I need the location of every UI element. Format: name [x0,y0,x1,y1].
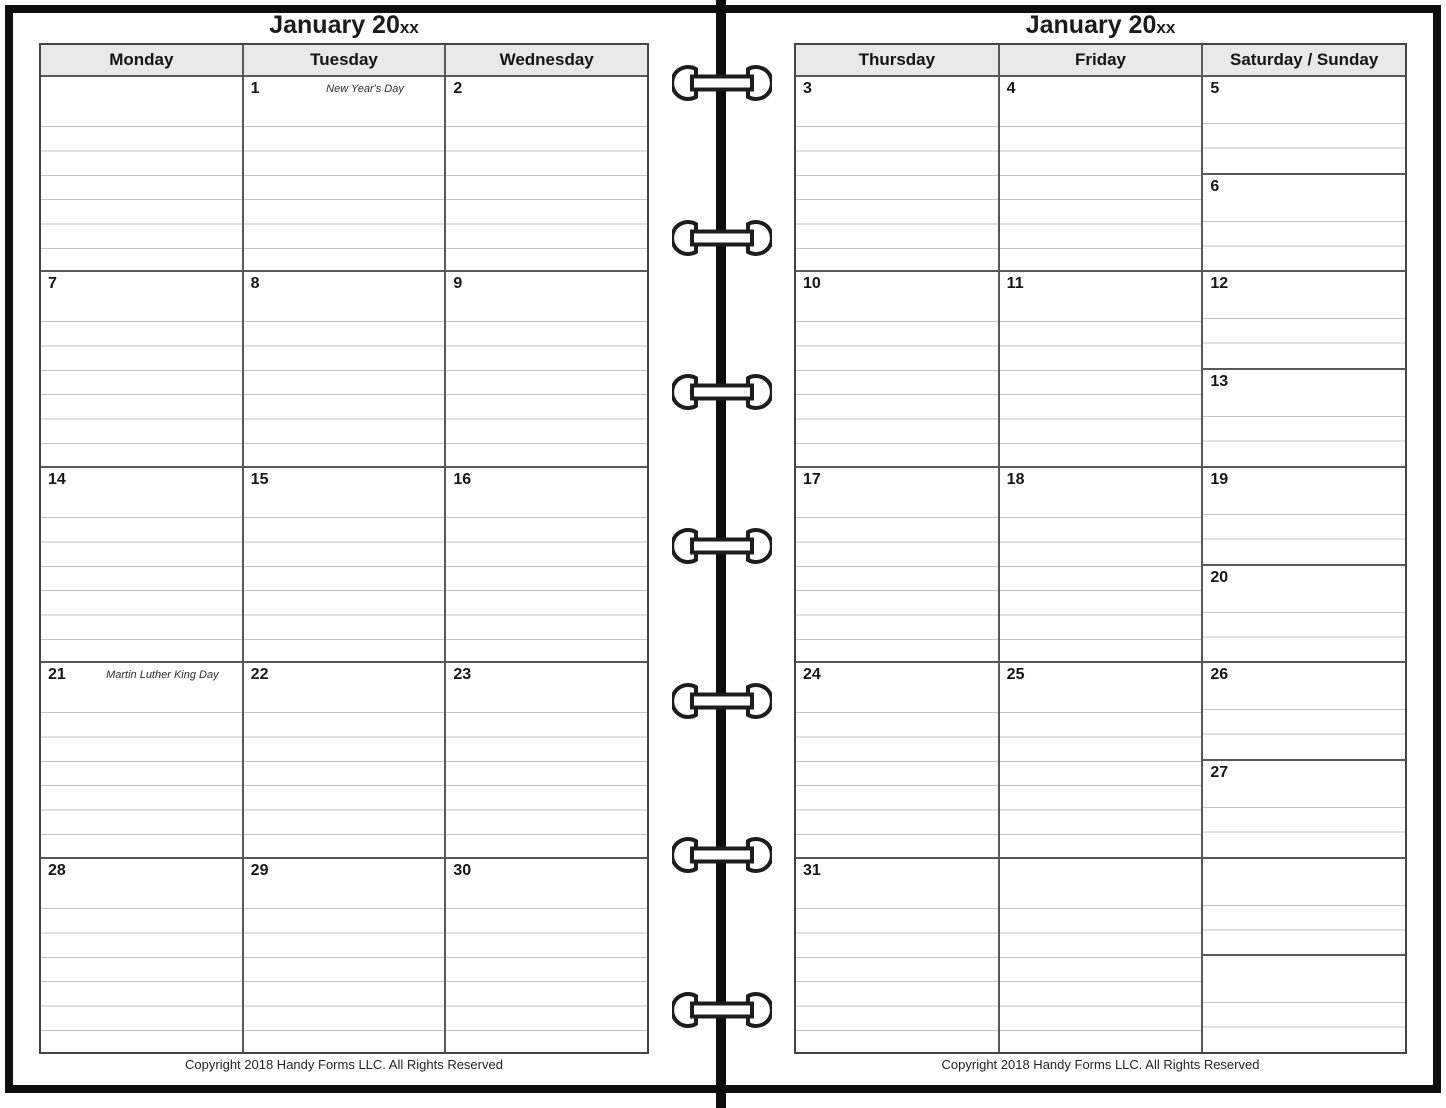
right-page-copyright: Copyright 2018 Handy Forms LLC. All Rights Reserved [941,1057,1260,1072]
day-number: 10 [803,275,821,293]
month-year-text: January 20 [269,11,400,39]
ruled-lines [1000,517,1202,659]
day-number: 2 [453,80,463,97]
day-number: 25 [1006,666,1025,684]
day-number: 9 [453,275,463,293]
binder-ring-icon [672,63,772,103]
weekend-cell [1201,272,1405,465]
day-cell [796,468,998,661]
day-cell [242,77,445,270]
month-year-text: January 20 [1025,11,1157,39]
ruled-lines [1203,123,1405,150]
ruled-lines [1000,712,1202,854]
day-cell [998,859,1202,1052]
day-cell [998,272,1202,465]
ruled-lines [1203,1002,1405,1029]
day-number: 3 [803,80,812,97]
ruled-lines [1203,221,1405,248]
day-cell [796,77,998,270]
header-friday: Friday [998,45,1202,75]
ruled-lines [1203,905,1405,932]
ruled-lines [796,908,998,1050]
header-thursday: Thursday [796,45,998,75]
ruled-lines [446,908,647,1050]
ruled-lines [244,908,445,1050]
header-tuesday: Tuesday [242,45,445,75]
sunday-half [1203,564,1405,662]
week-row [41,857,647,1052]
header-monday: Monday [41,45,242,75]
day-cell [796,272,998,465]
left-page-copyright: Copyright 2018 Handy Forms LLC. All Rights Reserved [185,1057,503,1072]
day-number: 7 [48,275,57,293]
week-row [796,661,1405,856]
saturday-half [1203,272,1405,368]
calendar-grid-left [39,43,649,1054]
weekend-cell [1201,663,1405,856]
holiday-label: New Year's Day [326,83,404,95]
sunday-half [1203,759,1405,857]
saturday-half [1203,859,1405,955]
weekend-cell [1201,859,1405,1052]
weekend-cell [1201,77,1405,270]
day-cell [444,859,647,1052]
day-cell [998,468,1202,661]
saturday-half [1203,77,1405,173]
ruled-lines [244,517,445,659]
ruled-lines [244,321,445,463]
day-number: 6 [1210,177,1220,195]
day-cell [796,859,998,1052]
year-suffix-text: xx [399,18,419,37]
binder-ring-icon [672,526,772,566]
weekday-header-row [41,45,647,75]
binder-ring-icon [672,681,772,721]
ruled-lines [41,126,242,268]
saturday-half [1203,468,1405,564]
ruled-lines [41,321,242,463]
day-number: 29 [250,861,269,879]
day-number: 11 [1006,275,1024,293]
calendar-grid-right [794,43,1407,1054]
week-row [796,75,1405,270]
day-cell [242,663,445,856]
day-number: 31 [803,861,821,879]
day-cell [242,272,445,465]
day-number: 18 [1006,470,1025,488]
day-number: 22 [250,666,269,684]
day-cell [41,272,242,465]
ruled-lines [1203,318,1405,345]
week-row [41,466,647,661]
day-cell [41,77,242,270]
day-number: 13 [1210,373,1229,391]
day-number: 15 [250,470,269,488]
day-cell [41,468,242,661]
day-cell [444,468,647,661]
ruled-lines [446,517,647,659]
holiday-label: Martin Luther King Day [106,669,219,682]
day-number: 4 [1006,80,1016,97]
ruled-lines [41,517,242,659]
day-number: 30 [453,861,472,879]
day-number: 17 [803,470,821,488]
header-saturday-sunday: Saturday / Sunday [1201,45,1405,75]
week-row [41,661,647,856]
day-number: 5 [1210,80,1220,97]
ruled-lines [244,712,445,854]
ruled-lines [796,126,998,268]
day-number: 14 [48,470,66,488]
day-cell [998,77,1202,270]
week-row [796,857,1405,1052]
day-number: 1 [250,80,260,97]
binder-ring-icon [672,835,772,875]
day-cell [242,859,445,1052]
week-row [41,75,647,270]
binder-ring-icon [672,372,772,412]
sunday-half [1203,173,1405,271]
weekend-cell [1201,468,1405,661]
day-number: 23 [453,666,472,684]
week-row [796,270,1405,465]
binder-ring-icon [672,218,772,258]
day-number: 12 [1210,275,1229,293]
ruled-lines [41,712,242,854]
day-cell [796,663,998,856]
day-cell [444,272,647,465]
ruled-lines [796,517,998,659]
right-page-title [794,11,1407,40]
ruled-lines [1203,612,1405,639]
ruled-lines [244,126,445,268]
ruled-lines [446,712,647,854]
day-number: 16 [453,470,472,488]
ruled-lines [1203,514,1405,541]
ruled-lines [796,321,998,463]
day-number: 19 [1210,470,1229,488]
day-number: 28 [48,861,66,879]
day-number: 24 [803,666,821,684]
ruled-lines [1000,126,1202,268]
weekday-header-row [796,45,1405,75]
header-wednesday: Wednesday [444,45,647,75]
day-cell [998,663,1202,856]
day-number: 21 [48,666,66,684]
day-number: 26 [1210,666,1229,684]
ruled-lines [446,126,647,268]
week-row [41,270,647,465]
day-number: 20 [1210,568,1229,586]
day-cell [444,663,647,856]
sunday-half [1203,368,1405,466]
binder-ring-icon [672,990,772,1030]
ruled-lines [1203,709,1405,736]
sunday-half [1203,954,1405,1052]
ruled-lines [1000,321,1202,463]
day-cell [242,468,445,661]
day-cell [41,663,242,856]
left-page-title [39,11,649,40]
ruled-lines [446,321,647,463]
year-suffix-text: xx [1156,18,1176,37]
ruled-lines [1203,807,1405,834]
saturday-half [1203,663,1405,759]
day-number: 8 [250,275,260,293]
ruled-lines [1000,908,1202,1050]
ruled-lines [1203,416,1405,443]
day-cell [41,859,242,1052]
week-row [796,466,1405,661]
day-number: 27 [1210,763,1229,781]
ruled-lines [41,908,242,1050]
day-cell [444,77,647,270]
ruled-lines [796,712,998,854]
